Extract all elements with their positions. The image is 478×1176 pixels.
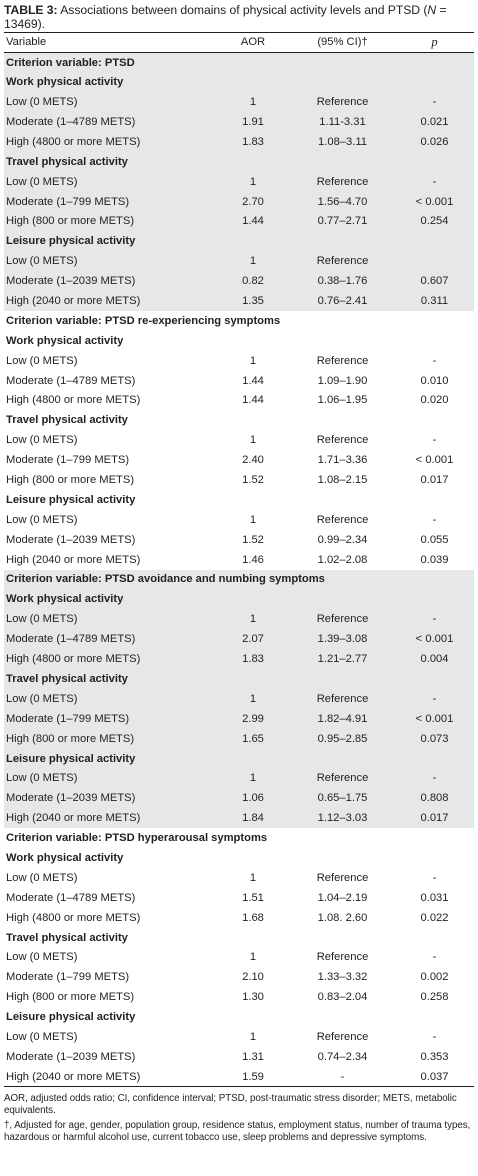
row-aor: 1.59 — [214, 1067, 290, 1087]
row-aor: 1.30 — [242, 991, 264, 1004]
row-ci: Reference — [316, 1030, 369, 1043]
table-figure — [4, 0, 474, 1144]
row-p-value: 0.010 — [420, 374, 449, 387]
row-aor: 1 — [249, 613, 257, 626]
row-ci: Reference — [316, 692, 369, 705]
row-ci: 1.06–1.95 — [317, 394, 368, 407]
row-aor: 2.10 — [242, 971, 264, 984]
row-ci: 1.12–3.03 — [317, 812, 368, 825]
row-p-value: 0.020 — [420, 394, 449, 407]
row-ci: 0.99–2.34 — [317, 533, 368, 546]
group-header-row — [4, 331, 474, 351]
row-ci: Reference — [316, 255, 369, 268]
group-title: Work physical activity — [6, 76, 124, 89]
row-label: High (800 or more METS) — [6, 732, 135, 745]
row-p-value: - — [432, 434, 437, 447]
group-header-row — [4, 749, 474, 769]
row-aor: 1.91 — [242, 116, 264, 128]
row-p-value: - — [432, 772, 437, 785]
row-p-value: 0.017 — [420, 812, 449, 825]
row-p-value: 0.073 — [420, 732, 449, 745]
row-label: Moderate (1–2039 METS) — [6, 792, 136, 805]
row-ci: Reference — [316, 871, 369, 884]
row-p-value: 0.017 — [420, 474, 449, 487]
row-aor: 2.40 — [242, 454, 264, 467]
table-row — [4, 967, 474, 987]
row-aor: 1.44 — [242, 374, 264, 387]
row-label: Low (0 METS) — [6, 96, 78, 109]
row-ci: 0.76–2.41 — [317, 295, 368, 308]
row-label: High (4800 or more METS) — [6, 135, 141, 148]
table-row — [4, 649, 474, 669]
row-ci: 1.33–3.32 — [317, 971, 368, 984]
row-label: High (2040 or more METS) — [6, 812, 141, 825]
row-aor: 2.99 — [242, 712, 264, 725]
table-row — [4, 550, 474, 570]
header-p: p — [393, 33, 474, 53]
row-aor: 1.44 — [242, 215, 264, 228]
table-row — [4, 430, 474, 450]
row-aor: 1 — [249, 772, 257, 785]
header-ci: (95% CI)† — [290, 33, 393, 53]
row-p-value: - — [432, 692, 437, 705]
row-p-value: 0.039 — [420, 553, 449, 566]
table-row — [4, 371, 474, 391]
table-caption-n-value: = 13469). — [4, 3, 447, 31]
row-ci: 0.38–1.76 — [317, 275, 368, 288]
row-aor: 1.65 — [242, 732, 264, 745]
table-section — [4, 311, 474, 570]
row-aor: 1 — [249, 871, 257, 884]
table-row — [4, 888, 474, 908]
row-label: Low (0 METS) — [6, 1030, 78, 1043]
row-p-value: 0.031 — [420, 891, 449, 904]
row-aor: 1.84 — [242, 812, 264, 825]
row-aor: 1 — [249, 255, 257, 268]
section-title: Criterion variable: PTSD hyperarousal symptoms — [6, 832, 268, 845]
table-row — [4, 192, 474, 212]
row-label: High (2040 or more METS) — [6, 553, 141, 566]
row-aor: 1.51 — [242, 891, 264, 904]
row-p-value: - — [432, 513, 437, 526]
section-header-row — [4, 52, 474, 72]
row-p-value: 0.607 — [420, 275, 449, 288]
row-p-value: < 0.001 — [415, 454, 454, 467]
row-label: Low (0 METS) — [6, 613, 78, 626]
row-ci: 1.11-3.31 — [319, 116, 366, 128]
row-aor: 1.06 — [242, 792, 264, 805]
row-aor: 1.46 — [242, 553, 264, 566]
row-ci: 1.08–2.15 — [317, 474, 368, 487]
row-p-value: 0.258 — [420, 991, 449, 1004]
row-ci: 1.08–3.11 — [318, 135, 367, 148]
table-row — [4, 251, 474, 271]
row-aor: 1.52 — [242, 533, 264, 546]
row-aor: 2.70 — [242, 195, 264, 208]
row-label: Low (0 METS) — [6, 354, 78, 367]
group-header-row — [4, 669, 474, 689]
row-p-value: 0.055 — [420, 533, 449, 546]
group-header-row — [4, 1007, 474, 1027]
row-aor: 1 — [249, 96, 257, 109]
table-section — [4, 828, 474, 1087]
table-row — [4, 391, 474, 411]
row-label: Low (0 METS) — [6, 871, 78, 884]
table-row — [4, 768, 474, 788]
row-aor: 1 — [249, 692, 257, 705]
row-ci: 0.95–2.85 — [317, 732, 368, 745]
section-header-row — [4, 570, 474, 590]
group-title: Leisure physical activity — [6, 1011, 136, 1024]
row-aor: 1.83 — [242, 135, 264, 148]
row-ci: Reference — [316, 951, 369, 964]
row-ci: 1.09–1.90 — [317, 374, 368, 387]
row-p-value: 0.022 — [420, 911, 449, 924]
row-aor: 1.68 — [242, 911, 264, 924]
row-ci: 1.21–2.77 — [317, 653, 368, 666]
row-label: Low (0 METS) — [6, 175, 78, 188]
row-label: Moderate (1–799 METS) — [6, 195, 130, 208]
row-aor: 1 — [249, 513, 257, 526]
row-label: Low (0 METS) — [6, 434, 78, 447]
group-title: Work physical activity — [6, 334, 124, 347]
group-title: Work physical activity — [6, 851, 124, 864]
section-title: Criterion variable: PTSD avoidance and numbing symptoms — [6, 573, 325, 586]
row-aor: 1.31 — [242, 1050, 264, 1063]
group-title: Leisure physical activity — [6, 752, 136, 765]
table-caption-text: Associations between domains of physical activity levels and PTSD — [60, 3, 421, 17]
table-row — [4, 271, 474, 291]
table-section — [4, 52, 474, 311]
group-title: Travel physical activity — [6, 672, 128, 685]
row-label: High (2040 or more METS) — [6, 295, 141, 308]
row-aor: 2.07 — [242, 633, 264, 646]
table-row — [4, 609, 474, 629]
table-row — [4, 291, 474, 311]
row-aor: 1 — [249, 951, 257, 964]
row-label: Moderate (1–4789 METS) — [6, 116, 136, 128]
table-row — [4, 629, 474, 649]
row-label: High (800 or more METS) — [6, 215, 135, 228]
row-label: Moderate (1–4789 METS) — [6, 633, 136, 646]
row-label: High (2040 or more METS) — [4, 1067, 214, 1087]
row-ci: 1.71–3.36 — [317, 454, 368, 467]
table-row — [4, 788, 474, 808]
group-header-row — [4, 152, 474, 172]
group-header-row — [4, 848, 474, 868]
row-p-value: 0.808 — [420, 792, 449, 805]
section-title: Criterion variable: PTSD — [6, 56, 135, 69]
row-label: Low (0 METS) — [6, 772, 78, 785]
table-row — [4, 1027, 474, 1047]
row-ci: Reference — [316, 175, 369, 188]
section-header-row — [4, 311, 474, 331]
table-row — [4, 709, 474, 729]
row-ci: Reference — [316, 354, 369, 367]
table-row — [4, 908, 474, 928]
section-title: Criterion variable: PTSD re-experiencing symptoms — [6, 314, 281, 327]
table-caption-n-open: ( — [423, 3, 428, 17]
group-title: Travel physical activity — [6, 414, 128, 427]
row-ci: Reference — [316, 434, 369, 447]
row-label: High (800 or more METS) — [6, 474, 135, 487]
row-label: High (4800 or more METS) — [6, 911, 141, 924]
table-row — [4, 450, 474, 470]
group-title: Leisure physical activity — [6, 235, 136, 248]
table-row — [4, 172, 474, 192]
row-p-value: - — [432, 613, 437, 626]
table-row — [4, 470, 474, 490]
table-section — [4, 570, 474, 829]
group-title: Work physical activity — [6, 593, 124, 606]
table-row — [4, 212, 474, 232]
table-row — [4, 132, 474, 152]
row-p-value: - — [432, 951, 437, 964]
row-p-value: - — [432, 96, 437, 109]
row-aor: 1.83 — [242, 653, 264, 666]
group-header-row — [4, 410, 474, 430]
row-ci: Reference — [316, 613, 369, 626]
row-p-value: 0.004 — [420, 653, 449, 666]
row-label: Moderate (1–2039 METS) — [6, 533, 136, 546]
row-p-value: 0.002 — [420, 971, 449, 984]
row-label: Low (0 METS) — [6, 513, 78, 526]
table-row — [4, 351, 474, 371]
row-p-value: 0.353 — [420, 1050, 449, 1063]
row-p-value: 0.021 — [420, 116, 449, 128]
row-label: Moderate (1–2039 METS) — [6, 1050, 136, 1063]
table-row — [4, 530, 474, 550]
table-row — [4, 689, 474, 709]
table-row — [4, 987, 474, 1007]
row-aor: 1.44 — [242, 394, 264, 407]
table-row — [4, 1047, 474, 1067]
row-aor: 1 — [249, 1030, 257, 1043]
row-ci: 1.08. 2.60 — [317, 911, 368, 924]
table-caption — [4, 0, 474, 32]
row-aor: 1 — [249, 175, 257, 188]
table-row — [4, 868, 474, 888]
group-title: Travel physical activity — [6, 931, 128, 944]
group-header-row — [4, 589, 474, 609]
row-aor: 1.35 — [242, 295, 264, 308]
group-title: Leisure physical activity — [6, 493, 136, 506]
row-aor: 0.82 — [242, 275, 264, 288]
row-p-value: < 0.001 — [415, 633, 454, 646]
row-p-value — [393, 251, 474, 271]
group-title: Travel physical activity — [6, 155, 128, 168]
row-label: High (800 or more METS) — [6, 991, 135, 1004]
row-label: Moderate (1–4789 METS) — [6, 891, 136, 904]
row-label: Moderate (1–4789 METS) — [6, 374, 136, 387]
adjustment-footnote: †, Adjusted for age, gender, population group, residence status, employment status, number of trauma types, hazardous or harmful alcohol use, current tobacco use, sleep problems and depressive symptoms. — [4, 1120, 471, 1143]
row-ci: 1.56–4.70 — [317, 195, 368, 208]
row-p-value: 0.311 — [420, 295, 449, 308]
row-p-value: - — [432, 175, 437, 188]
table-row — [4, 92, 474, 112]
section-header-row — [4, 828, 474, 848]
row-p-value: < 0.001 — [415, 712, 454, 725]
row-ci: Reference — [316, 96, 369, 109]
row-label: High (4800 or more METS) — [6, 653, 141, 666]
row-p-value: < 0.001 — [415, 195, 454, 208]
row-label: Low (0 METS) — [6, 951, 78, 964]
table-label: TABLE 3: — [4, 3, 58, 17]
row-label: Low (0 METS) — [6, 255, 78, 268]
row-p-value: - — [432, 1030, 437, 1043]
row-label: High (4800 or more METS) — [6, 394, 141, 407]
row-ci: - — [290, 1067, 393, 1087]
table-row — [4, 1067, 474, 1087]
row-aor: 1.52 — [242, 474, 264, 487]
row-aor: 1 — [249, 354, 257, 367]
row-ci: 1.39–3.08 — [317, 633, 368, 646]
row-ci: 1.82–4.91 — [317, 712, 368, 725]
table-row — [4, 808, 474, 828]
row-ci: 0.74–2.34 — [317, 1050, 368, 1063]
group-header-row — [4, 231, 474, 251]
row-label: Moderate (1–799 METS) — [6, 454, 130, 467]
group-header-row — [4, 72, 474, 92]
row-ci: Reference — [316, 772, 369, 785]
group-header-row — [4, 490, 474, 510]
row-ci: 0.65–1.75 — [317, 792, 368, 805]
table-row — [4, 729, 474, 749]
row-label: Low (0 METS) — [6, 692, 78, 705]
group-header-row — [4, 928, 474, 948]
row-ci: 0.77–2.71 — [317, 215, 368, 228]
table-row — [4, 112, 474, 132]
table-row — [4, 947, 474, 967]
row-label: Moderate (1–2039 METS) — [6, 275, 136, 288]
abbreviations-note: AOR, adjusted odds ratio; CI, confidence interval; PTSD, post-traumatic stress disorder; METS, metabolic equivalents. — [4, 1093, 457, 1116]
row-label: Moderate (1–799 METS) — [6, 971, 130, 984]
row-aor: 1 — [249, 434, 257, 447]
table-caption-n-symbol: N — [427, 3, 437, 17]
row-p-value: - — [432, 354, 437, 367]
row-p-value: - — [432, 871, 437, 884]
row-ci: 1.04–2.19 — [317, 891, 368, 904]
row-p-value: 0.254 — [420, 215, 449, 228]
table-header-row — [4, 33, 474, 53]
table-row — [4, 510, 474, 530]
row-p-value: 0.037 — [393, 1067, 474, 1087]
row-label: Moderate (1–799 METS) — [6, 712, 130, 725]
header-variable: Variable — [4, 33, 214, 53]
row-p-value: 0.026 — [420, 135, 449, 148]
header-aor: AOR — [214, 33, 290, 53]
row-ci: 1.02–2.08 — [317, 553, 368, 566]
table-notes — [4, 1093, 474, 1143]
row-ci: 0.83–2.04 — [317, 991, 368, 1004]
row-ci: Reference — [316, 513, 369, 526]
results-table — [4, 32, 474, 1087]
